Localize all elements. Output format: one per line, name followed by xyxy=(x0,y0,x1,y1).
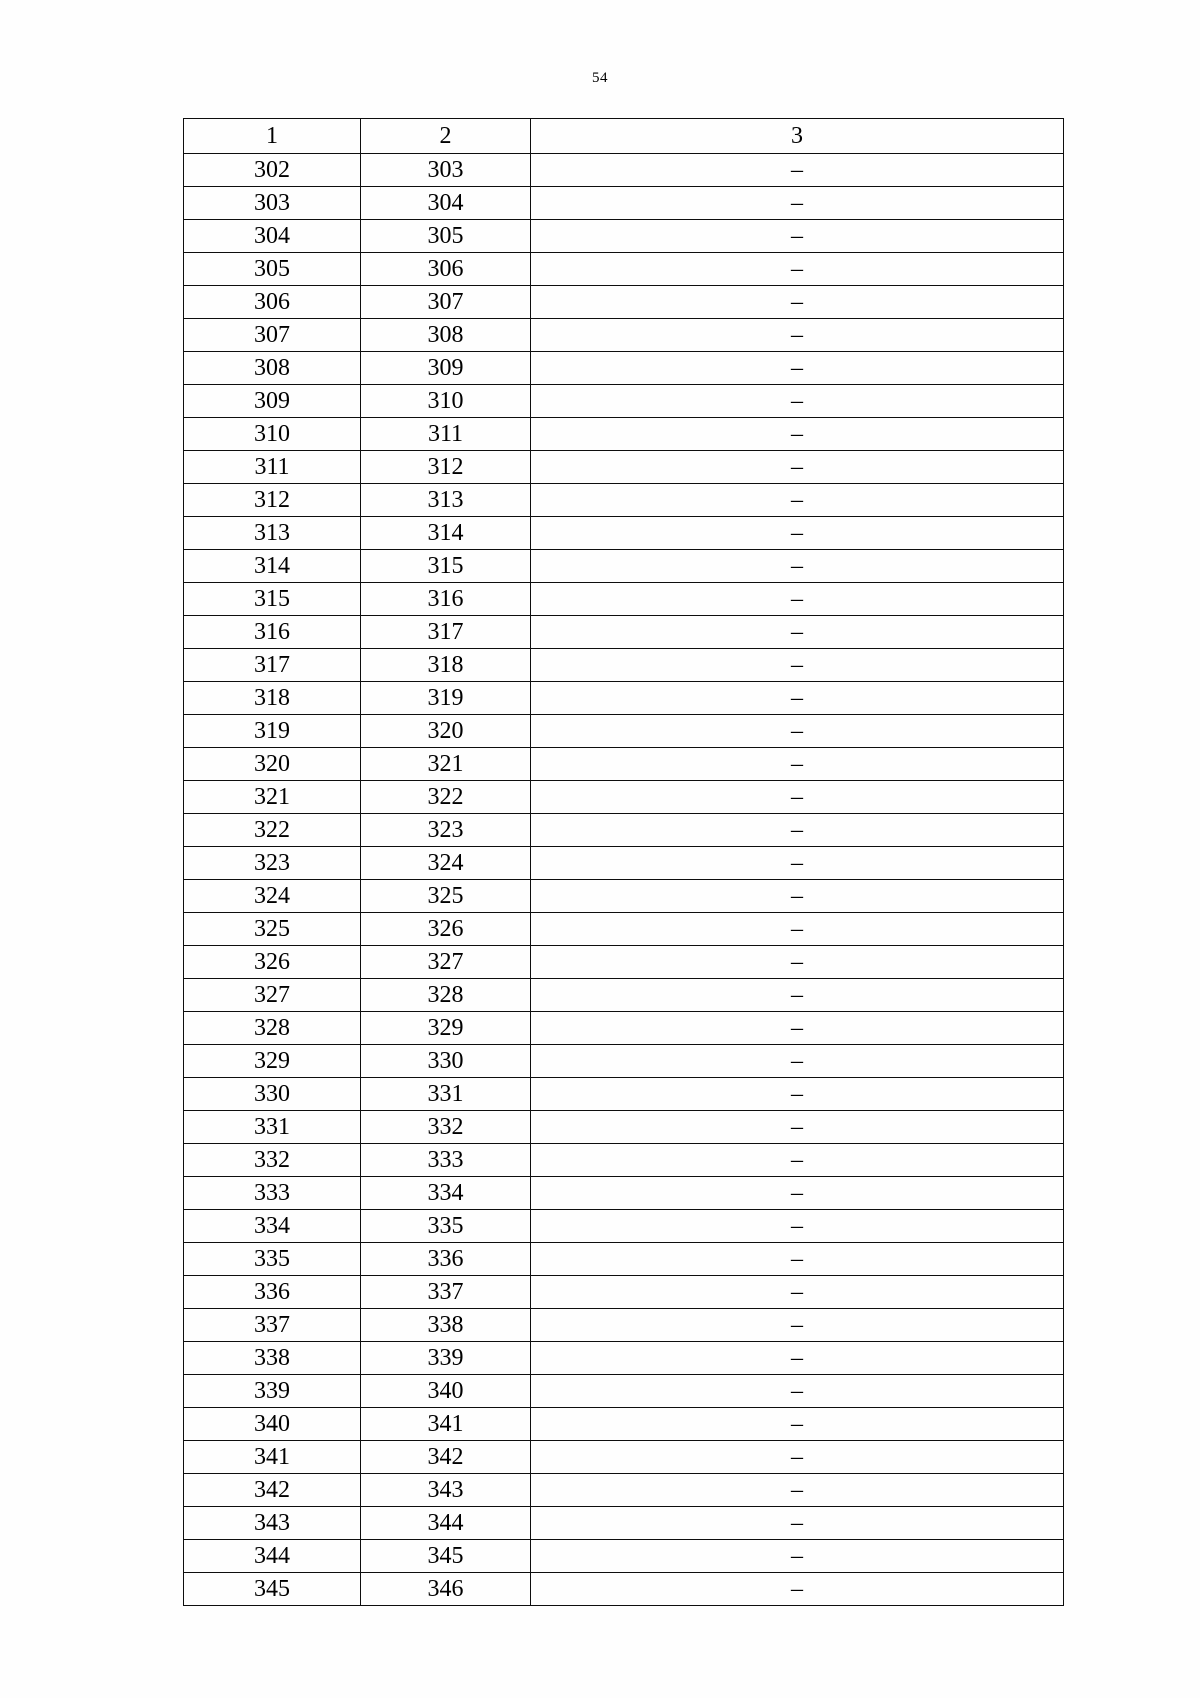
table-row xyxy=(184,1012,1064,1045)
cell-col-1: 315 xyxy=(184,583,361,616)
cell-col-2: 336 xyxy=(361,1243,531,1276)
cell-col-1: 308 xyxy=(184,352,361,385)
cell-col-2: 326 xyxy=(361,913,531,946)
numbering-table xyxy=(183,118,1064,1606)
cell-col-2: 320 xyxy=(361,715,531,748)
cell-note: – xyxy=(531,1078,1064,1111)
cell-col-1: 341 xyxy=(184,1441,361,1474)
table-row xyxy=(184,880,1064,913)
cell-col-1: 328 xyxy=(184,1012,361,1045)
table-header-row xyxy=(184,119,1064,154)
table-row xyxy=(184,451,1064,484)
cell-col-1: 324 xyxy=(184,880,361,913)
cell-col-2: 338 xyxy=(361,1309,531,1342)
cell-col-1: 325 xyxy=(184,913,361,946)
cell-col-1: 322 xyxy=(184,814,361,847)
table-row xyxy=(184,715,1064,748)
cell-note: – xyxy=(531,649,1064,682)
table-row xyxy=(184,649,1064,682)
table-row xyxy=(184,517,1064,550)
cell-col-2: 333 xyxy=(361,1144,531,1177)
cell-col-2: 308 xyxy=(361,319,531,352)
cell-note: – xyxy=(531,286,1064,319)
table-row xyxy=(184,484,1064,517)
cell-col-2: 306 xyxy=(361,253,531,286)
cell-note: – xyxy=(531,385,1064,418)
column-header-1: 1 xyxy=(184,119,361,154)
cell-col-1: 326 xyxy=(184,946,361,979)
cell-note: – xyxy=(531,517,1064,550)
cell-col-2: 314 xyxy=(361,517,531,550)
cell-col-1: 334 xyxy=(184,1210,361,1243)
table-row xyxy=(184,1111,1064,1144)
cell-col-1: 303 xyxy=(184,187,361,220)
cell-col-1: 321 xyxy=(184,781,361,814)
cell-col-2: 317 xyxy=(361,616,531,649)
table-row xyxy=(184,1573,1064,1606)
cell-col-2: 346 xyxy=(361,1573,531,1606)
cell-note: – xyxy=(531,781,1064,814)
cell-note: – xyxy=(531,154,1064,187)
cell-note: – xyxy=(531,1408,1064,1441)
cell-note: – xyxy=(531,913,1064,946)
cell-col-1: 314 xyxy=(184,550,361,583)
cell-note: – xyxy=(531,715,1064,748)
cell-note: – xyxy=(531,253,1064,286)
table-row xyxy=(184,220,1064,253)
table-body xyxy=(184,154,1064,1606)
table-row xyxy=(184,385,1064,418)
cell-col-1: 339 xyxy=(184,1375,361,1408)
table-row xyxy=(184,1045,1064,1078)
table-row xyxy=(184,583,1064,616)
cell-col-2: 339 xyxy=(361,1342,531,1375)
cell-col-2: 325 xyxy=(361,880,531,913)
cell-col-1: 318 xyxy=(184,682,361,715)
cell-col-1: 307 xyxy=(184,319,361,352)
table-row xyxy=(184,616,1064,649)
cell-col-2: 311 xyxy=(361,418,531,451)
cell-col-2: 328 xyxy=(361,979,531,1012)
cell-note: – xyxy=(531,880,1064,913)
cell-col-2: 321 xyxy=(361,748,531,781)
cell-note: – xyxy=(531,1045,1064,1078)
cell-note: – xyxy=(531,1441,1064,1474)
cell-col-2: 323 xyxy=(361,814,531,847)
cell-col-1: 310 xyxy=(184,418,361,451)
cell-col-2: 330 xyxy=(361,1045,531,1078)
table-row xyxy=(184,1210,1064,1243)
cell-note: – xyxy=(531,1177,1064,1210)
cell-col-1: 344 xyxy=(184,1540,361,1573)
cell-col-1: 340 xyxy=(184,1408,361,1441)
cell-col-1: 331 xyxy=(184,1111,361,1144)
cell-note: – xyxy=(531,616,1064,649)
cell-note: – xyxy=(531,1375,1064,1408)
table-row xyxy=(184,748,1064,781)
cell-note: – xyxy=(531,352,1064,385)
table-row xyxy=(184,913,1064,946)
cell-col-2: 324 xyxy=(361,847,531,880)
cell-col-2: 344 xyxy=(361,1507,531,1540)
cell-col-2: 342 xyxy=(361,1441,531,1474)
cell-note: – xyxy=(531,682,1064,715)
cell-note: – xyxy=(531,1342,1064,1375)
cell-note: – xyxy=(531,1276,1064,1309)
cell-col-1: 335 xyxy=(184,1243,361,1276)
cell-col-2: 341 xyxy=(361,1408,531,1441)
cell-note: – xyxy=(531,748,1064,781)
cell-col-2: 307 xyxy=(361,286,531,319)
cell-col-2: 310 xyxy=(361,385,531,418)
table-row xyxy=(184,781,1064,814)
cell-col-1: 336 xyxy=(184,1276,361,1309)
table-row xyxy=(184,1078,1064,1111)
cell-col-2: 340 xyxy=(361,1375,531,1408)
column-header-2: 2 xyxy=(361,119,531,154)
table-row xyxy=(184,286,1064,319)
data-table-container xyxy=(183,118,1063,1606)
cell-col-1: 309 xyxy=(184,385,361,418)
cell-col-1: 329 xyxy=(184,1045,361,1078)
cell-col-2: 312 xyxy=(361,451,531,484)
column-header-3: 3 xyxy=(531,119,1064,154)
table-row xyxy=(184,418,1064,451)
cell-col-2: 335 xyxy=(361,1210,531,1243)
table-row xyxy=(184,1507,1064,1540)
table-row xyxy=(184,682,1064,715)
cell-note: – xyxy=(531,187,1064,220)
cell-col-1: 327 xyxy=(184,979,361,1012)
cell-col-1: 330 xyxy=(184,1078,361,1111)
cell-col-2: 316 xyxy=(361,583,531,616)
cell-col-1: 306 xyxy=(184,286,361,319)
cell-col-1: 320 xyxy=(184,748,361,781)
cell-note: – xyxy=(531,484,1064,517)
cell-col-1: 343 xyxy=(184,1507,361,1540)
cell-note: – xyxy=(531,1243,1064,1276)
cell-col-1: 311 xyxy=(184,451,361,484)
cell-note: – xyxy=(531,451,1064,484)
cell-note: – xyxy=(531,1573,1064,1606)
table-row xyxy=(184,253,1064,286)
cell-col-1: 338 xyxy=(184,1342,361,1375)
cell-col-2: 337 xyxy=(361,1276,531,1309)
table-row xyxy=(184,1243,1064,1276)
cell-col-1: 313 xyxy=(184,517,361,550)
cell-col-2: 343 xyxy=(361,1474,531,1507)
table-row xyxy=(184,1408,1064,1441)
table-row xyxy=(184,352,1064,385)
table-row xyxy=(184,1276,1064,1309)
cell-col-1: 333 xyxy=(184,1177,361,1210)
table-row xyxy=(184,1474,1064,1507)
cell-note: – xyxy=(531,979,1064,1012)
cell-note: – xyxy=(531,418,1064,451)
cell-col-1: 345 xyxy=(184,1573,361,1606)
cell-col-2: 345 xyxy=(361,1540,531,1573)
cell-note: – xyxy=(531,814,1064,847)
page-number: 54 xyxy=(592,70,608,86)
cell-col-1: 317 xyxy=(184,649,361,682)
cell-col-2: 313 xyxy=(361,484,531,517)
cell-note: – xyxy=(531,1507,1064,1540)
cell-col-2: 303 xyxy=(361,154,531,187)
cell-col-1: 332 xyxy=(184,1144,361,1177)
cell-col-1: 319 xyxy=(184,715,361,748)
cell-col-2: 329 xyxy=(361,1012,531,1045)
cell-note: – xyxy=(531,847,1064,880)
table-row xyxy=(184,946,1064,979)
cell-col-1: 305 xyxy=(184,253,361,286)
table-header xyxy=(184,119,1064,154)
table-row xyxy=(184,550,1064,583)
cell-note: – xyxy=(531,1012,1064,1045)
table-row xyxy=(184,847,1064,880)
cell-col-2: 309 xyxy=(361,352,531,385)
cell-note: – xyxy=(531,319,1064,352)
table-row xyxy=(184,187,1064,220)
table-row xyxy=(184,1441,1064,1474)
cell-col-2: 315 xyxy=(361,550,531,583)
table-row xyxy=(184,319,1064,352)
cell-col-1: 316 xyxy=(184,616,361,649)
cell-note: – xyxy=(531,1309,1064,1342)
cell-note: – xyxy=(531,1210,1064,1243)
cell-note: – xyxy=(531,550,1064,583)
table-row xyxy=(184,1375,1064,1408)
cell-col-2: 319 xyxy=(361,682,531,715)
cell-note: – xyxy=(531,1474,1064,1507)
cell-note: – xyxy=(531,1111,1064,1144)
cell-col-1: 342 xyxy=(184,1474,361,1507)
cell-col-2: 305 xyxy=(361,220,531,253)
cell-note: – xyxy=(531,1540,1064,1573)
cell-col-2: 327 xyxy=(361,946,531,979)
cell-col-1: 302 xyxy=(184,154,361,187)
table-row xyxy=(184,814,1064,847)
cell-col-2: 322 xyxy=(361,781,531,814)
table-row xyxy=(184,154,1064,187)
cell-col-2: 332 xyxy=(361,1111,531,1144)
cell-col-1: 304 xyxy=(184,220,361,253)
table-row xyxy=(184,1309,1064,1342)
cell-note: – xyxy=(531,220,1064,253)
cell-col-2: 331 xyxy=(361,1078,531,1111)
table-row xyxy=(184,1177,1064,1210)
table-row xyxy=(184,1342,1064,1375)
table-row xyxy=(184,1540,1064,1573)
table-row xyxy=(184,1144,1064,1177)
cell-col-1: 323 xyxy=(184,847,361,880)
cell-note: – xyxy=(531,583,1064,616)
cell-note: – xyxy=(531,1144,1064,1177)
cell-col-1: 312 xyxy=(184,484,361,517)
cell-col-2: 334 xyxy=(361,1177,531,1210)
cell-col-1: 337 xyxy=(184,1309,361,1342)
cell-col-2: 304 xyxy=(361,187,531,220)
table-row xyxy=(184,979,1064,1012)
cell-col-2: 318 xyxy=(361,649,531,682)
cell-note: – xyxy=(531,946,1064,979)
